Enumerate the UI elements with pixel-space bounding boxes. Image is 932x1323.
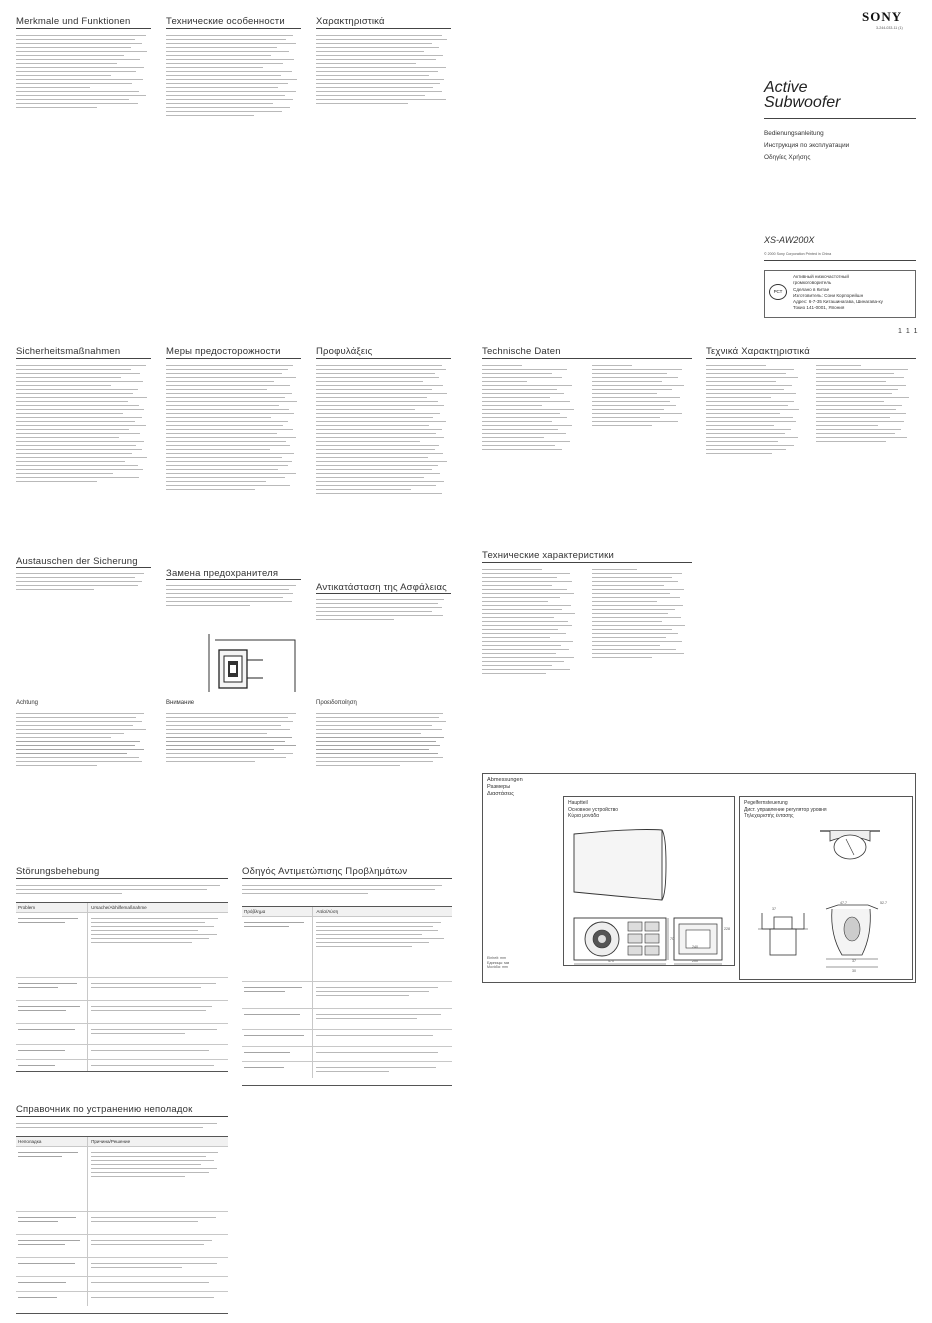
dim-main-side-b: 228 [724,927,730,931]
heading-de-warning: Achtung [16,700,39,706]
product-title-line1: Active [764,79,808,96]
main-unit-label-de: Hauptteil [568,800,588,806]
main-unit-label-ru: Основное устройство [568,806,619,813]
gr-trouble-col-problem: Πρόβλημα [242,907,313,916]
heading-ru-fuse: Замена предохранителя [166,568,279,579]
gr-trouble-col-remedy: Αιτία/Λύση [316,909,339,914]
de-specs-left [482,362,582,522]
dims-unit-ru: Единицы: мм [487,960,510,965]
copyright: © 2000 Sony Corporation Printed in China [764,252,832,256]
heading-ru-safety: Меры предосторожности [166,346,281,357]
main-unit-label-gr: Κύρια μονάδα [568,813,600,819]
cert-line: Изготовитель: Сони Корпорейшн [793,292,864,298]
ru-trouble-intro [16,1120,228,1134]
heading-de-specs: Technische Daten [482,346,561,357]
ru-trouble-col-remedy: Причина/Решение [91,1139,131,1144]
dim-ctrl-b: 47.7 [840,901,847,905]
ru-safety-text [166,362,301,567]
de-trouble-col-remedy: Ursache/Abhilfemaßnahme [91,905,147,910]
heading-gr-trouble: Οδηγός Αντιμετώπισης Προβλημάτων [242,866,408,877]
rst-logo: РСТ [769,284,787,300]
cert-line: Токио 141-0001, Япония [793,305,845,311]
dims-title-de: Abmessungen [487,777,523,783]
ru-features-text [166,32,301,172]
dim-main-depth: 200 [692,959,698,963]
gr-specs-left [706,362,806,532]
de-specs-right [592,362,692,487]
page-marker: 1 1 1 [898,328,919,335]
dim-main-width: 470 [608,959,614,963]
heading-ru-warning: Внимание [166,700,195,706]
controller-label-de: Pegelfernsteuerung [744,800,788,806]
manual-lang-gr: Οδηγίες Χρήσης [764,154,811,161]
dimensions-panel [482,773,916,983]
product-title [764,80,841,110]
heading-de-fuse: Austauschen der Sicherung [16,556,138,567]
de-warning-text [16,710,151,805]
gr-trouble-table [242,906,452,1086]
gr-trouble-intro [242,882,452,904]
heading-de-trouble: Störungsbehebung [16,866,100,877]
dim-ctrl-a: 37 [772,907,776,911]
document-code: 3-244-033-11 (1) [876,26,903,30]
dim-ctrl-e: 30 [852,969,856,973]
ru-warning-text [166,710,301,805]
main-unit-drawing [566,822,734,966]
cert-line: громкоговоритель [793,280,832,286]
de-fuse-text [16,570,151,600]
gr-safety-text [316,362,451,577]
dims-unit-gr: Μονάδα: mm [487,965,508,969]
product-title-line2: Subwoofer [764,94,841,111]
dims-title-ru: Размеры [487,784,511,790]
ru-trouble-table [16,1136,228,1314]
de-trouble-intro [16,882,228,900]
de-trouble-col-problem: Problem [16,903,88,912]
manual-lang-de: Bedienungsanleitung [764,130,824,137]
heading-ru-specs: Технические характеристики [482,550,614,561]
gr-features-text [316,32,451,162]
heading-gr-warning: Προειδοποίηση [316,700,357,706]
main-unit-box [563,796,735,966]
model-number: XS-AW200X [764,235,815,245]
cert-line: Активный низкочастотный [793,274,849,279]
heading-gr-features: Χαρακτηριστικά [316,16,385,27]
controller-label-gr: Τηλεχειριστής έντασης [744,813,794,819]
sony-logo: SONY [862,9,903,24]
heading-gr-specs: Τεχνικά Χαρακτηριστικά [706,346,810,357]
dims-title-gr: Διαστάσεις [487,791,514,797]
manual-lang-ru: Инструкция по эксплуатации [764,142,850,149]
ru-trouble-col-problem: Неполадка [16,1137,88,1146]
ru-specs-right [592,566,692,746]
de-trouble-table [16,902,228,1072]
cert-line: Адрес: 6-7-35 Киташинагава, Шинагава-ку [793,299,883,305]
ru-specs-left [482,566,582,756]
gr-warning-text [316,710,451,810]
heading-gr-safety: Προφυλάξεις [316,346,373,357]
manual-languages [764,128,849,164]
gr-fuse-text [316,596,451,636]
heading-gr-fuse: Αντικατάσταση της Ασφάλειας [316,582,447,593]
gr-specs-right [816,362,916,527]
heading-ru-features: Технические особенности [166,16,285,27]
dim-ctrl-c: 52.7 [880,901,887,905]
de-safety-text [16,362,151,554]
heading-de-safety: Sicherheitsmaßnahmen [16,346,121,357]
ru-fuse-text [166,582,301,622]
heading-ru-trouble: Справочник по устранению неполадок [16,1104,193,1115]
controller-label-ru: Дист. управление регулятор уровня [744,806,827,813]
cert-line: Сделано в Китае [793,286,830,292]
dim-ctrl-d: 37 [852,959,856,963]
dim-main-height: 70 [670,937,674,941]
dims-unit-de: Einheit: mm [487,956,506,960]
certification-box [764,270,916,318]
controller-box [739,796,913,980]
dims-unit [487,956,509,970]
heading-de-features: Merkmale und Funktionen [16,16,131,27]
fuse-illustration [205,630,300,695]
de-features-text [16,32,151,152]
dim-main-side-a: 240 [692,945,698,949]
